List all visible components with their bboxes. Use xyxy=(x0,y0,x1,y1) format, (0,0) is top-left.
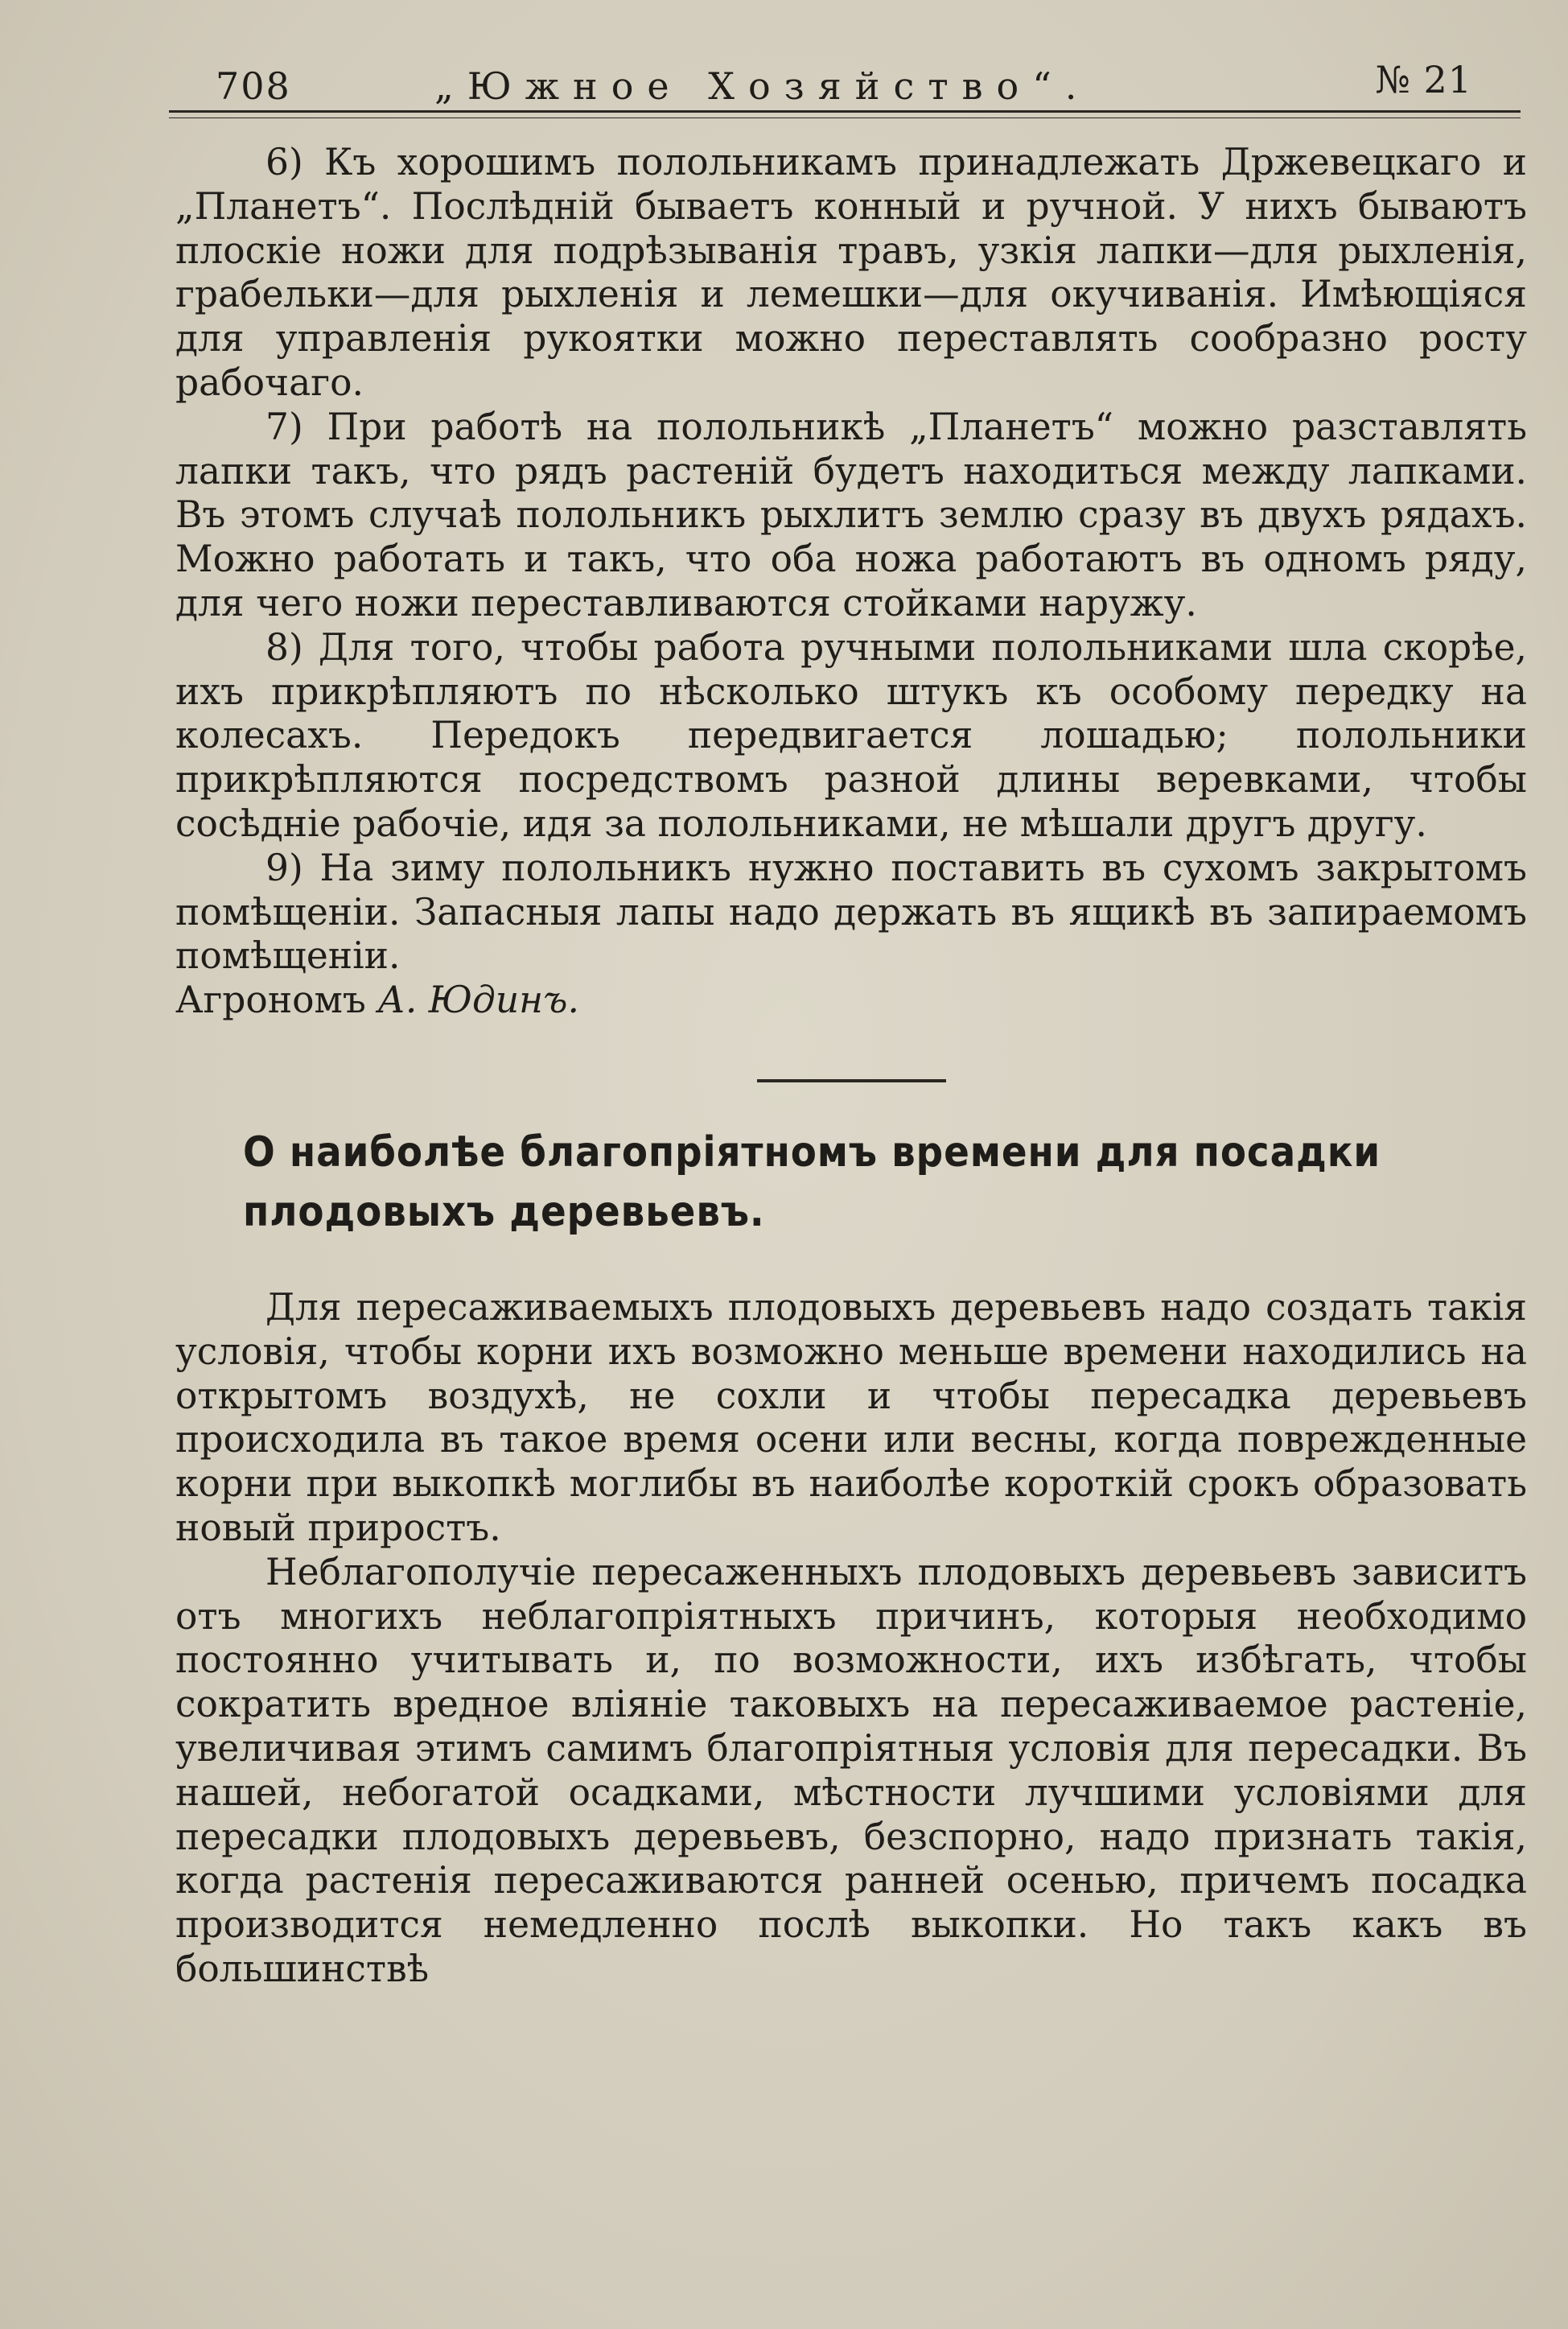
article-paragraph-1: Для пересаживаемыхъ плодовыхъ деревьевъ надо создать такiя условiя, чтобы корни ихъ возможно меньше времени находились на открытомъ воздухѣ, не сохли и чтобы пересадка деревьевъ происходила въ такое время осени или весны, когда поврежденные корни при выкопкѣ моглибы въ наиболѣе короткiй срокъ образовать новый приростъ. xyxy=(175,1285,1527,1549)
section-divider xyxy=(757,1079,946,1082)
article-paragraph-2: Неблагополучiе пересаженныхъ плодовыхъ деревьевъ зависитъ отъ многихъ неблагопрiятныхъ причинъ, которыя необходимо постоянно учитывать и, по возможности, ихъ избѣгать, чтобы сократить вредное влiянiе таковыхъ на пересаживаемое растенiе, увеличивая этимъ самимъ благопрiятныя условiя для пересадки. Въ нашей, небогатой осадками, мѣстности лучшими условiями для пересадки плодовыхъ деревьевъ, безспорно, надо признать такiя, когда растенiя пересаживаются ранней осенью, причемъ посадка производится немедленно послѣ выкопки. Но такъ какъ въ большинствѣ xyxy=(175,1550,1527,1990)
point-6: 6) Къ хорошимъ полольникамъ принадлежать Држевецкаго и „Планетъ“. Послѣднiй бываетъ конный и ручной. У нихъ бываютъ плоскiе ножи для подрѣзыванiя травъ, узкiя лапки—для рыхленiя, грабельки—для рыхленiя и лемешки—для окучиванiя. Имѣющiяся для управленiя рукоятки можно переставлять сообразно росту рабочаго. xyxy=(175,141,1527,404)
article-title-line-1: О наиболѣе благопрiятномъ времени для посадки xyxy=(243,1127,1381,1177)
header-rule xyxy=(169,110,1521,113)
point-9: 9) На зиму полольникъ нужно поставить въ сухомъ закрытомъ помѣщенiи. Запасныя лапы надо держать въ ящикѣ въ запираемомъ помѣщенiи. xyxy=(175,846,1527,978)
page-body xyxy=(175,141,1527,1992)
page-number: 708 xyxy=(216,64,291,108)
journal-title: „Южное Хозяйство“. xyxy=(434,64,1091,108)
header-rule-thin xyxy=(169,117,1521,118)
point-8: 8) Для того, чтобы работа ручными полольниками шла скорѣе, ихъ прикрѣпляютъ по нѣсколько штукъ къ особому передку на колесахъ. Передокъ передвигается лошадью; полольники прикрѣпляются посредствомъ разной длины веревками, чтобы сосѣднiе рабочiе, идя за полольниками, не мѣшали другъ другу. xyxy=(175,625,1527,845)
author-name: А. Юдинъ. xyxy=(377,979,579,1022)
point-7: 7) При работѣ на полольникѣ „Планетъ“ можно разставлять лапки такъ, что рядъ растенiй будетъ находиться между лапками. Въ этомъ случаѣ полольникъ рыхлитъ землю сразу въ двухъ рядахъ. Можно работать и такъ, что оба ножа работаютъ въ одномъ ряду, для чего ножи переставливаются стойками наружу. xyxy=(175,405,1527,625)
issue-number: № 21 xyxy=(1375,58,1472,101)
article-title-line-2: плодовыхъ деревьевъ. xyxy=(243,1187,765,1236)
author-role: Агрономъ xyxy=(175,979,366,1022)
author-signature xyxy=(175,979,1527,1023)
running-header xyxy=(169,56,1521,113)
title-spacing xyxy=(175,1242,1527,1286)
